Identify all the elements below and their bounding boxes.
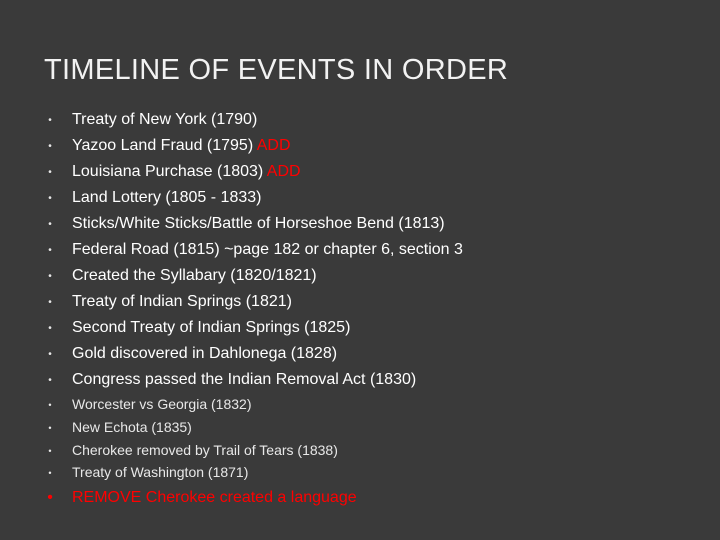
list-item-main-text: Land Lottery (1805 - 1833) <box>72 189 262 206</box>
list-item-text <box>72 370 416 390</box>
list-item-suffix: ADD <box>266 163 301 180</box>
list-item-main-text: Gold discovered in Dahlonega (1828) <box>72 345 338 362</box>
bullet-icon: • <box>48 423 52 433</box>
list-item-text <box>72 463 248 481</box>
list-item-main-text: Congress passed the Indian Removal Act (1830) <box>72 371 417 388</box>
bullet-icon: • <box>48 349 52 360</box>
list-item-text <box>72 488 357 508</box>
list-item-text <box>72 162 301 182</box>
list-item-suffix: ADD <box>256 137 291 154</box>
list-item-main-text: Louisiana Purchase (1803) <box>72 163 267 180</box>
list-item-text <box>72 441 338 459</box>
list-item-text <box>72 318 350 338</box>
list-item-text <box>72 240 463 260</box>
list-item-main-text: Treaty of New York (1790) <box>72 111 258 128</box>
bullet-icon: • <box>48 141 52 152</box>
list-item-main-text: Worcester vs Georgia (1832) <box>72 396 252 412</box>
bullet-icon: • <box>48 271 52 282</box>
bullet-icon: • <box>48 115 52 126</box>
bullet-icon: • <box>48 193 52 204</box>
list-item-text <box>72 292 292 312</box>
list-item-text <box>72 266 317 286</box>
list-item-main-text: Sticks/White Sticks/Battle of Horseshoe Bend (1813) <box>72 215 445 232</box>
list-item-text <box>72 136 291 156</box>
list-item-text <box>72 188 261 208</box>
bullet-icon: • <box>47 489 53 506</box>
bullet-icon: • <box>48 375 52 386</box>
list-item-main-text: Created the Syllabary (1820/1821) <box>72 267 317 284</box>
bullet-icon: • <box>48 219 52 230</box>
list-item-main-text: Cherokee removed by Trail of Tears (1838) <box>72 442 338 458</box>
list-item-text <box>72 214 445 234</box>
list-item-text <box>72 418 192 436</box>
slide-title: TIMELINE OF EVENTS IN ORDER <box>44 54 509 86</box>
bullet-icon: • <box>48 297 52 308</box>
list-item-main-text: Federal Road (1815) ~page 182 or chapter 6, section 3 <box>72 241 463 258</box>
list-item-text <box>72 395 251 413</box>
list-item-main-text: Treaty of Washington (1871) <box>72 464 249 480</box>
bullet-icon: • <box>48 323 52 334</box>
list-item-main-text: New Echota (1835) <box>72 419 192 435</box>
list-item-main-text: Treaty of Indian Springs (1821) <box>72 293 292 310</box>
bullet-icon: • <box>48 446 52 456</box>
list-item-text <box>72 344 337 364</box>
bullet-icon: • <box>48 167 52 178</box>
bullet-icon: • <box>48 245 52 256</box>
list-item-main-text: Second Treaty of Indian Springs (1825) <box>72 319 351 336</box>
list-item-main-text: REMOVE Cherokee created a language <box>72 489 357 506</box>
bullet-icon: • <box>48 468 52 478</box>
bullet-icon: • <box>48 400 52 410</box>
list-item-text <box>72 110 257 130</box>
list-item-main-text: Yazoo Land Fraud (1795) <box>72 137 257 154</box>
